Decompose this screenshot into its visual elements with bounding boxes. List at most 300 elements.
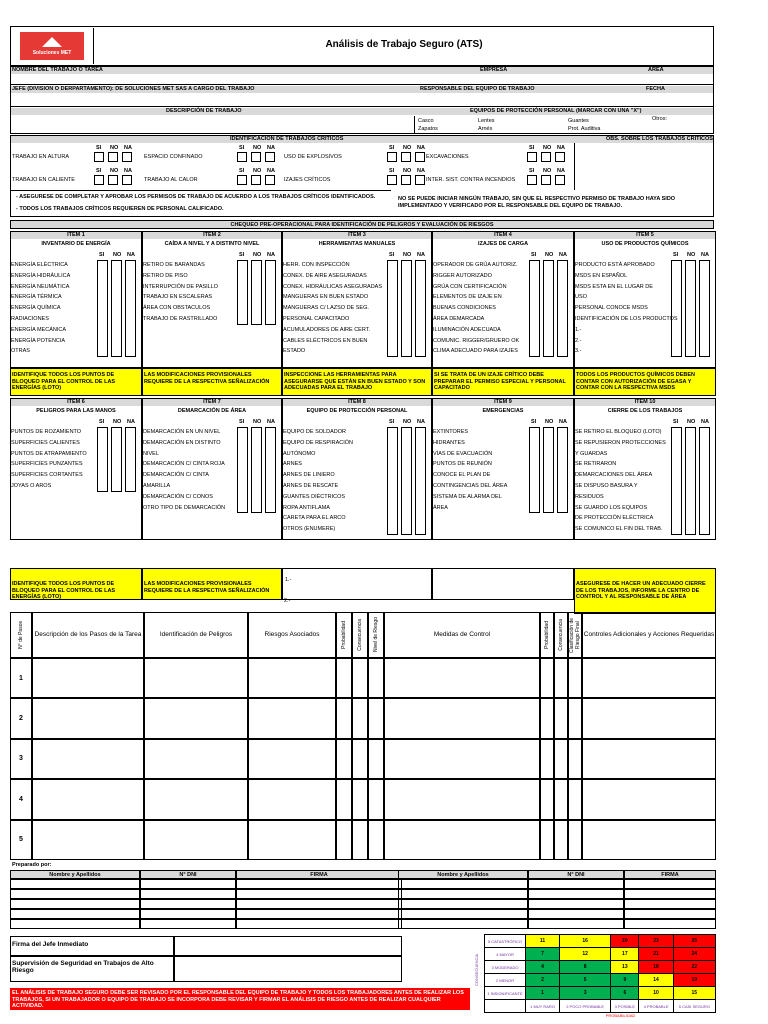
note-item9[interactable]: 2.- [284,598,291,604]
col-header: NO [253,419,262,425]
paso-cell[interactable] [32,658,144,698]
firmas-cell[interactable] [398,919,528,929]
paso-cell[interactable] [568,658,582,698]
pasos-header-cell [10,612,32,658]
matrix-table [484,934,716,1018]
paso-cell[interactable] [368,779,384,819]
check-column-si[interactable] [97,260,108,357]
critico-checkbox-na[interactable] [265,175,275,185]
col-header: NA [267,168,275,174]
check-item-label: SUPERFICIES PUNZANTES [11,461,83,468]
firmas-cell[interactable] [10,909,140,919]
firmas-cell[interactable] [624,879,716,889]
matrix-corner [485,1000,526,1013]
pasos-header-label: Riesgos Asociados [264,631,320,638]
check-item-label: BUENAS CONDICIONES [433,305,496,312]
check-item-label: ENERGÍA POTENCIA [11,337,66,344]
check-item-label: ENERGÍA HIDRÁULICA [11,272,71,279]
chequeo-title: CHEQUEO PRE-OPERACIONAL PARA IDENTIFICACIÓN DE PELIGROS Y EVALUACIÓN DE RIESGOS [10,220,714,229]
sup-firma-label: Supervisión de Seguridad en Trabajos de Alto Riesgo [12,960,154,974]
paso-number-cell [10,698,32,738]
item-title: INVENTARIO DE ENERGÍA [41,241,111,247]
check-item-label: RETIRO DE PISO [143,272,188,279]
item-block [10,398,142,540]
col-header: NO [687,252,696,258]
col-header: NO [403,252,412,258]
check-item-label: CONEX. HIDRÁULICAS ASEGURADAS [283,283,383,290]
pasos-header-label: Clasificación de Riesgo Final [569,617,581,653]
firmas-cell[interactable] [398,899,528,909]
check-item-label: SE DISPUSO BASURA Y [575,483,638,489]
paso-cell[interactable] [32,739,144,779]
note-item10: ASEGURESE DE HACER UN ADECUADO CIERRE DE LOS TRABAJOS, INFORME LA CENTRO DE CONTROL Y AL RESPONSABLE DE ÁREA [574,568,716,614]
check-item-label: SE COMUNICO EL FIN DEL TRAB. [575,526,663,533]
check-column-no[interactable] [543,260,554,357]
col-header: SI [96,145,102,151]
paso-cell[interactable] [568,698,582,738]
pasos-header-cell [336,612,352,658]
paso-cell[interactable] [554,698,568,738]
page-title: Análisis de Trabajo Seguro (ATS) [325,39,483,50]
check-column-no[interactable] [251,260,262,325]
check-item-label: MSDS EN ESPAÑOL [575,272,628,279]
critico-checkbox-no[interactable] [108,175,118,185]
firmas-cell[interactable] [236,889,402,899]
paso-cell[interactable] [248,658,336,698]
jefe-firma-field[interactable] [174,936,402,956]
critico-checkbox-no[interactable] [251,175,261,185]
paso-cell[interactable] [32,820,144,860]
matrix-cell: 6 [611,987,639,1000]
check-item-label: EQUIPO DE RESPIRACIÓN [283,439,353,446]
check-item-label: ESTADO [283,348,306,355]
col-header: NA [559,419,567,425]
firmas-cell[interactable] [10,919,140,929]
col-header: SI [389,145,395,151]
check-item-label: PERSONAL CAPACITADO [283,316,350,322]
critico-label: TRABAJO AL CALOR [144,177,198,183]
pasos-header-cell [144,612,248,658]
firmas-cell[interactable] [528,909,624,919]
check-column-na[interactable] [265,260,276,325]
epp-auditiva[interactable]: Prot. Auditiva [568,126,601,132]
check-column-na[interactable] [557,427,568,513]
criticos-note1: - ASEGURESE DE COMPLETAR Y APROBAR LOS PERMISOS DE TRABAJO DE ACUERDO A LOS TRABAJOS CRÍTICOS IDENTIFICADOS. [16,194,376,200]
paso-cell[interactable] [368,698,384,738]
matrix-cell: 1 [526,987,560,1000]
check-item-label: OTROS (ENUMERE) [283,526,336,533]
check-column-no[interactable] [251,427,262,513]
pasos-header-cell [248,612,336,658]
paso-cell[interactable] [144,739,248,779]
check-column-na[interactable] [265,427,276,513]
firmas-cell[interactable] [398,889,528,899]
check-column-no[interactable] [685,260,696,357]
matrix-cell: 5 [560,974,611,987]
note-item8[interactable]: 1.- [282,568,432,600]
firmas-cell[interactable] [398,909,528,919]
check-column-si[interactable] [237,260,248,325]
firmas-header: FIRMA [236,870,402,879]
paso-cell[interactable] [248,820,336,860]
check-item-label: USO [575,294,587,301]
paso-cell[interactable] [352,658,368,698]
check-item-label: SISTEMA DE ALARMA DEL [433,493,502,500]
nombre-field[interactable] [11,74,713,85]
check-column-no[interactable] [401,260,412,357]
jefe-firma-label: Firma del Jefe Inmediato [12,941,89,948]
check-item-label: MSDS ESTA EN EL LUGAR DE [575,283,653,290]
item-number: ITEM 2 [143,232,281,239]
label-jefe: JEFE (DIVISION O DERPARTAMENTO): DE SOLUCIONES MET SAS A CARGO DEL TRABAJO [12,86,255,92]
paso-cell[interactable] [384,820,540,860]
check-column-na[interactable] [125,427,136,492]
critico-checkbox-si[interactable] [527,175,537,185]
check-column-si[interactable] [671,427,682,535]
label-descripcion: DESCRIPCIÓN DE TRABAJO [166,108,242,114]
pasos-header-label: Probabilidad [341,621,347,649]
paso-cell[interactable] [540,779,554,819]
item-note: IDENTIFIQUE TODOS LOS PUNTOS DE BLOQUEO PARA EL CONTROL DE LAS ENERGÍAS (LOTO) [10,368,142,396]
preparado-label: Preparado por: [12,862,52,868]
firmas-cell[interactable] [10,889,140,899]
paso-cell[interactable] [384,658,540,698]
check-item-label: RETIRO DE BARANDAS [143,262,205,268]
pasos-header-label: Descripción de los Pasos de la Tarea [34,631,142,638]
paso-cell[interactable] [384,739,540,779]
firmas-cell[interactable] [10,899,140,909]
col-header: SI [239,419,245,425]
check-item-label: CABLES ELÉCTRICOS EN BUEN [283,337,368,344]
critico-checkbox-si[interactable] [387,175,397,185]
paso-cell[interactable] [368,820,384,860]
paso-cell[interactable] [144,779,248,819]
critico-label: ESPACIO CONFINADO [144,154,203,160]
paso-cell[interactable] [368,739,384,779]
col-header: SI [529,145,535,151]
paso-cell[interactable] [554,779,568,819]
check-item-label: ACUMULADORES DE AIRE CERT. [283,326,371,333]
item-title: DEMARCACIÓN DE ÁREA [177,408,247,414]
paso-cell[interactable] [336,820,352,860]
critico-checkbox-no[interactable] [541,152,551,162]
check-column-si[interactable] [237,427,248,513]
matrix-cell: 22 [673,961,715,974]
matrix-cell: 3 [560,987,611,1000]
pasos-header-label: Probabilidad [544,621,550,649]
item-number: ITEM 7 [143,399,281,406]
paso-cell[interactable] [248,779,336,819]
paso-cell[interactable] [144,658,248,698]
firmas-cell[interactable] [140,899,236,909]
matrix-bottom-label: PROBABILIDAD [605,1013,636,1018]
paso-cell[interactable] [568,779,582,819]
check-column-no[interactable] [401,427,412,535]
check-column-no[interactable] [111,260,122,357]
check-item-label: NIVEL [143,450,159,457]
col-header: NA [417,168,425,174]
col-header: NO [543,145,552,151]
item-title: USO DE PRODUCTOS QUÍMICOS [601,241,689,247]
col-header: NA [557,168,565,174]
check-item-label: ENERGÍA TÉRMICA [11,294,62,301]
paso-cell[interactable] [582,820,716,860]
check-item-label: CONEX. DE AIRE ASEGURADAS [283,272,367,279]
item-number: ITEM 3 [283,232,431,239]
label-area: ÁREA [648,67,664,73]
item-title: CAÍDA A NIVEL Y A DISTINTO NIVEL [164,241,260,247]
firmas-cell[interactable] [236,919,402,929]
item-number: ITEM 10 [575,399,715,406]
item-title: EMERGENCIAS [482,408,524,414]
item-note: TODOS LOS PRODUCTOS QUÍMICOS DEBEN CONTAR CON AUTORIZACIÓN DE EGASA Y CONTAR CON LA RESPECTIVA MSDS [574,368,716,396]
critico-checkbox-no[interactable] [251,152,261,162]
paso-cell[interactable] [336,698,352,738]
paso-cell[interactable] [554,739,568,779]
paso-cell[interactable] [568,739,582,779]
matrix-cell: 15 [673,987,715,1000]
obs-field[interactable] [574,143,714,190]
risk-matrix [474,934,716,1018]
label-epp: EQUIPOS DE PROTECCIÓN PERSONAL (MARCAR CON UNA "X") [470,108,642,114]
col-header: NA [417,252,425,258]
paso-cell[interactable] [554,820,568,860]
firmas-cell[interactable] [624,919,716,929]
check-item-label: DEMARCACIÓN EN DISTINTO [143,439,221,446]
check-item-label: ÁREA CON OBSTACULOS [143,305,211,312]
logo [12,28,94,64]
paso-cell[interactable] [352,779,368,819]
check-item-label: MANGUERAS C/ LAZSO DE SEG. [283,305,369,312]
check-item-label: OTRO TIPO DE DEMARCACIÓN [143,504,226,511]
check-column-no[interactable] [685,427,696,535]
item-number: ITEM 8 [283,399,431,406]
paso-number: 5 [19,836,23,844]
check-column-si[interactable] [529,427,540,513]
epp-otros[interactable]: Otros: [652,116,667,122]
col-header: SI [239,168,245,174]
check-column-na[interactable] [125,260,136,357]
col-header: NA [127,419,135,425]
sup-firma-field[interactable] [174,956,402,982]
firmas-header: Nombre y Apellidos [10,870,140,879]
paso-number: 3 [19,755,23,763]
paso-cell[interactable] [568,820,582,860]
matrix-row-label: 3 MODERADO [485,961,526,974]
check-column-si[interactable] [387,260,398,357]
epp-guantes[interactable]: Guantes [568,118,589,124]
check-item-label: Y GUARDAS [575,450,608,457]
firmas-cell[interactable] [624,909,716,919]
critico-checkbox-no[interactable] [108,152,118,162]
critico-checkbox-si[interactable] [94,152,104,162]
firmas-cell[interactable] [528,919,624,929]
check-item-label: DEMARCACIÓN EN UN NIVEL [143,429,221,435]
check-item-label: ÁREA [433,504,448,511]
paso-cell[interactable] [582,779,716,819]
matrix-cell: 9 [611,974,639,987]
col-header: NO [545,252,554,258]
check-column-si[interactable] [97,427,108,492]
check-column-si[interactable] [671,260,682,357]
check-item-label: TRABAJO DE RASTRILLADO [143,316,218,322]
critico-checkbox-na[interactable] [415,175,425,185]
matrix-cell: 2 [526,974,560,987]
critico-checkbox-si[interactable] [94,175,104,185]
item-title: IZAJES DE CARGA [477,241,529,247]
pasos-header-label: Consecuencia [357,619,363,651]
col-header: NO [253,168,262,174]
firmas-cell[interactable] [624,889,716,899]
paso-cell[interactable] [540,658,554,698]
matrix-col-label: 2 POCO PROBABLE [560,1000,611,1013]
check-column-no[interactable] [543,427,554,513]
critico-checkbox-na[interactable] [555,152,565,162]
paso-cell[interactable] [582,658,716,698]
paso-number: 4 [19,795,23,803]
critico-checkbox-na[interactable] [122,175,132,185]
check-item-label: SE RETIRO EL BLOQUEO (LOTO) [575,429,662,435]
paso-cell[interactable] [32,698,144,738]
paso-cell[interactable] [540,820,554,860]
paso-cell[interactable] [248,698,336,738]
paso-cell[interactable] [582,739,716,779]
paso-cell[interactable] [248,739,336,779]
paso-cell[interactable] [352,739,368,779]
check-item-label: OTRAS [11,348,30,355]
firmas-cell[interactable] [624,899,716,909]
col-header: NO [403,419,412,425]
matrix-row-label: 1 INSIGNIFICANTE [485,987,526,1000]
col-header: SI [99,419,105,425]
pasos-header-label: Nivel de Riesgo [373,617,379,653]
col-header: NA [701,419,709,425]
check-item-label: SE REPUSIERON PROTECCIONES [575,439,666,446]
firmas-cell[interactable] [528,889,624,899]
critico-checkbox-si[interactable] [237,175,247,185]
check-column-na[interactable] [415,260,426,357]
paso-cell[interactable] [144,698,248,738]
item-number: ITEM 5 [575,232,715,239]
paso-cell[interactable] [582,698,716,738]
paso-cell[interactable] [336,779,352,819]
check-column-na[interactable] [699,427,710,535]
paso-cell[interactable] [384,779,540,819]
item-number: ITEM 6 [11,399,141,406]
firmas-cell[interactable] [236,879,402,889]
check-column-na[interactable] [415,427,426,535]
critico-checkbox-na[interactable] [415,152,425,162]
criticos-note3: NO SE PUEDE INICIAR NINGÚN TRABAJO, SIN QUE EL RESPECTIVO PERMISO DE TRABAJO HAYA SIDO IMPLEMENTADO Y VERIFICADO POR EL RESPONSABLE DEL EQUIPO DE TRABAJO. [398,196,676,209]
check-column-no[interactable] [111,427,122,492]
jefe-field[interactable] [11,93,713,107]
epp-zapatos[interactable]: Zapatos [418,126,438,132]
epp-lentes[interactable]: Lentes [478,118,495,124]
firmas-cell[interactable] [236,899,402,909]
critico-checkbox-na[interactable] [122,152,132,162]
check-column-si[interactable] [529,260,540,357]
check-column-na[interactable] [699,260,710,357]
paso-cell[interactable] [336,658,352,698]
check-item-label: CARETA PARA EL ARCO [283,515,346,522]
epp-casco[interactable]: Casco [418,118,434,124]
paso-cell[interactable] [540,739,554,779]
item-number: ITEM 9 [433,399,573,406]
col-header: SI [239,145,245,151]
item-note: SI SE TRATA DE UN IZAJE CRÍTICO DEBE PREPARAR EL PERMISO ESPECIAL Y PERSONAL CAPACITADO [432,368,574,396]
check-item-label: CONOCE EL PLAN DE [433,472,491,479]
check-item-label: INTERRUPCIÓN DE PASILLO [143,283,219,290]
critico-checkbox-no[interactable] [541,175,551,185]
check-item-label: CLIMA ADECUADO PARA IZAJES [433,348,518,355]
epp-arnes[interactable]: Arnés [478,126,493,132]
critico-checkbox-si[interactable] [387,152,397,162]
firmas-header: N° DNI [528,870,624,879]
paso-cell[interactable] [554,658,568,698]
check-item-label: VÍAS DE EVACUACIÓN [433,450,493,457]
critico-checkbox-si[interactable] [527,152,537,162]
item-title: EQUIPO DE PROTECCIÓN PERSONAL [306,408,408,414]
paso-cell[interactable] [540,698,554,738]
item-number: ITEM 1 [11,232,141,239]
critico-checkbox-no[interactable] [401,175,411,185]
critico-checkbox-na[interactable] [555,175,565,185]
check-column-na[interactable] [557,260,568,357]
critico-checkbox-no[interactable] [401,152,411,162]
col-header: NA [124,168,132,174]
firmas-header: N° DNI [140,870,236,879]
critico-label: EXCAVACIONES [426,154,469,160]
check-column-si[interactable] [387,427,398,535]
paso-cell[interactable] [384,698,540,738]
check-item-label: ARNES [283,461,302,468]
criticos-note2: - TODOS LOS TRABAJOS CRÍTICOS REQUIEREN DE PERSONAL CALIFICADO. [16,206,224,212]
paso-cell[interactable] [144,820,248,860]
pasos-header-cell [582,612,716,658]
col-header: NA [417,419,425,425]
check-item-label: ROPA ANTIFLAMA [283,504,330,511]
firmas-cell[interactable] [140,879,236,889]
firmas-cell[interactable] [528,879,624,889]
matrix-cell: 25 [673,935,715,948]
check-item-label: ENERGÍA QUÍMICA [11,305,61,312]
paso-cell[interactable] [336,739,352,779]
pasos-header-label: N° de Pasos [18,621,24,649]
logo-text: Soluciones MET [32,50,72,56]
firmas-cell[interactable] [140,889,236,899]
critico-checkbox-na[interactable] [265,152,275,162]
firmas-cell[interactable] [528,899,624,909]
firmas-cell[interactable] [236,909,402,919]
firmas-cell[interactable] [398,879,528,889]
paso-cell[interactable] [352,820,368,860]
firmas-cell[interactable] [10,879,140,889]
col-header: NO [403,145,412,151]
firmas-header: Nombre y Apellidos [398,870,528,879]
paso-cell[interactable] [352,698,368,738]
item-note: LAS MODIFICACIONES PROVISIONALES REQUIERE DE LA RESPECTIVA SEÑALIZACIÓN [142,368,282,396]
check-item-label: HIDRANTES [433,439,465,446]
firmas-cell[interactable] [140,909,236,919]
paso-cell[interactable] [368,658,384,698]
col-header: NA [417,145,425,151]
firmas-cell[interactable] [140,919,236,929]
col-header: NO [113,419,122,425]
critico-label: USO DE EXPLOSIVOS [284,154,342,160]
col-header: SI [673,252,679,258]
paso-cell[interactable] [32,779,144,819]
critico-checkbox-si[interactable] [237,152,247,162]
